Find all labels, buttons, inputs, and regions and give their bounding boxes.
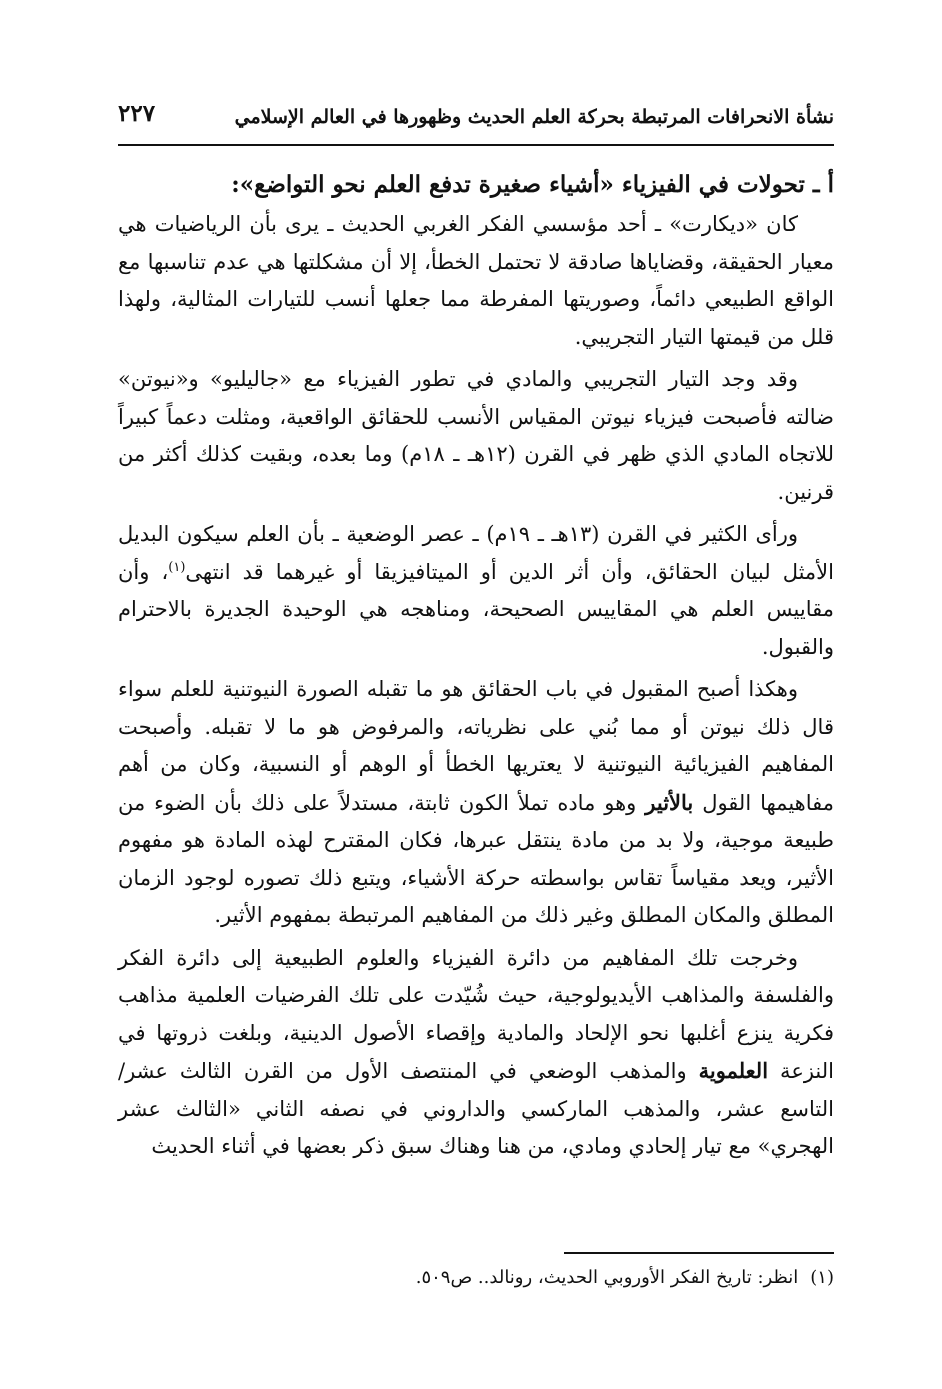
paragraph-4-part-a: وهكذا أصبح المقبول في باب الحقائق هو ما تقبله الصورة النيوتنية للعلم سواء قال ذلك نيوتن أو مما بُني على نظرياته، والمرفوض هو ما لا تقبله. وأصبحت المفاهيم الفيزيائية النيوتنية لا يعتريها الخطأ أو الوهم أو النسبية، وكان من أهم مفاهيمها القول <box>118 677 835 815</box>
footnote-reference[interactable]: (١) <box>168 559 186 575</box>
paragraph-3 <box>118 516 834 666</box>
footnote-number: (١) <box>810 1267 834 1288</box>
paragraph-2: وقد وجد التيار التجريبي والمادي في تطور الفيزياء مع «جاليليو» و«نيوتن» ضالته فأصبحت فيزياء نيوتن المقياس الأنسب للحقائق الواقعية، ومثلت دعماً كبيراً للاتجاه المادي الذي ظهر في القرن (١٢هـ ـ ١٨م) وما بعده، وبقيت كذلك أكثر من قرنين. <box>118 367 834 504</box>
paragraph-3-part-a: ورأى الكثير في القرن (١٣هـ ـ ١٩م) ـ عصر الوضعية ـ بأن العلم سيكون البديل الأمثل لبيان الحقائق، وأن أثر الدين أو الميتافيزيقا أو غيرهما قد انتهى <box>118 522 834 584</box>
paragraph-5 <box>118 940 834 1166</box>
bold-term-scientism: العلموية <box>698 1058 769 1083</box>
header-title: نشأة الانحرافات المرتبطة بحركة العلم الحديث وظهورها في العالم الإسلامي <box>234 106 834 128</box>
body-text <box>118 168 834 1171</box>
bold-term-ether: بالأثير <box>645 789 694 815</box>
running-header <box>118 98 834 138</box>
paragraph-5-part-a: وخرجت تلك المفاهيم من دائرة الفيزياء والعلوم الطبيعية إلى دائرة الفكر والفلسفة والمذاهب الأيديولوجية، حيث شُيّدت على تلك الفرضيات العلمية مذاهب فكرية ينزع أغلبها نحو الإلحاد والمادية وإقصاء الأصول الدينية، وبلغت ذروتها في النزعة <box>118 945 835 1083</box>
page-number: ٢٢٧ <box>118 100 156 127</box>
header-divider <box>118 144 834 146</box>
paragraph-3-part-b: ، وأن مقاييس العلم هي المقاييس الصحيحة، ومناهجه هي الوحيدة الجديرة بالاحترام والقبول. <box>118 559 834 659</box>
paragraph-1: كان «ديكارت» ـ أحد مؤسسي الفكر الغربي الحديث ـ يرى بأن الرياضيات هي معيار الحقيقة، وقضاياها صادقة لا تحتمل الخطأ، إلا أن مشكلتها هي عدم تناسبها مع الواقع الطبيعي دائماً، وصوريتها المفرطة مما جعلها أنسب للتيارات المثالية، ولهذا قلل من قيمتها التيار التجريبي. <box>118 212 834 349</box>
paragraph-5-part-b: والمذهب الوضعي في المنتصف الأول من القرن الثالث عشر/التاسع عشر، والمذهب الماركسي والداروني في نصفه الثاني «الثالث عشر الهجري» مع تيار إلحادي ومادي، من هنا وهناك سبق ذكر بعضها في أثناء الحديث <box>118 1059 835 1158</box>
footnote-text: انظر: تاريخ الفكر الأوروبي الحديث، رونالد.. ص٥٠٩. <box>415 1267 799 1288</box>
footnote <box>118 1264 834 1292</box>
section-heading: أ ـ تحولات في الفيزياء «أشياء صغيرة تدفع العلم نحو التواضع»: <box>231 171 834 198</box>
paragraph-4-part-b: وهو ماده تملأ الكون ثابتة، مستدلاً على ذلك بأن الضوء من طبيعة موجية، ولا بد من مادة ينتقل عبرها، فكان المقترح لهذه المادة هو مفهوم الأثير، ويعد مقياساً تقاس بواسطته حركة الأشياء، ويتبع ذلك تصوره لوجود الزمان المطلق والمكان المطلق وغير ذلك من المفاهيم المرتبطة بمفهوم الأثير. <box>118 790 834 927</box>
paragraph-4 <box>118 671 834 935</box>
footnote-divider <box>564 1252 834 1254</box>
